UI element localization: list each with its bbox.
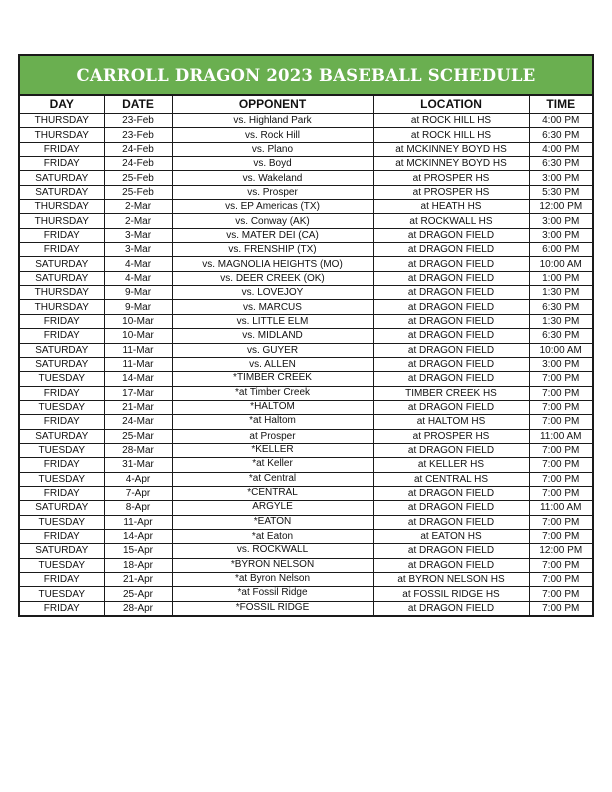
table-row (20, 300, 592, 314)
table-row (20, 415, 592, 429)
cell-opponent: vs. LOVEJOY (172, 286, 373, 300)
cell-opponent: vs. EP Americas (TX) (172, 200, 373, 214)
cell-day: FRIDAY (20, 486, 104, 500)
cell-date: 10-Mar (104, 329, 172, 343)
cell-opponent: vs. Boyd (172, 157, 373, 171)
cell-time: 6:30 PM (529, 157, 592, 171)
cell-day: THURSDAY (20, 200, 104, 214)
table-row (20, 128, 592, 142)
cell-opponent: vs. DEER CREEK (OK) (172, 271, 373, 285)
cell-opponent: *at Eaton (172, 529, 373, 543)
cell-day: FRIDAY (20, 415, 104, 429)
cell-time: 5:30 PM (529, 185, 592, 199)
cell-date: 4-Mar (104, 257, 172, 271)
cell-location: at DRAGON FIELD (373, 544, 529, 558)
cell-day: TUESDAY (20, 515, 104, 529)
cell-time: 4:00 PM (529, 142, 592, 156)
cell-opponent: *BYRON NELSON (172, 558, 373, 572)
cell-location: TIMBER CREEK HS (373, 386, 529, 400)
cell-location: at MCKINNEY BOYD HS (373, 142, 529, 156)
cell-day: SATURDAY (20, 185, 104, 199)
schedule-body (20, 114, 592, 616)
cell-time: 10:00 AM (529, 343, 592, 357)
table-row (20, 501, 592, 515)
cell-day: TUESDAY (20, 400, 104, 414)
cell-location: at DRAGON FIELD (373, 257, 529, 271)
cell-day: TUESDAY (20, 372, 104, 386)
cell-opponent: *KELLER (172, 443, 373, 457)
table-row (20, 214, 592, 228)
cell-day: SATURDAY (20, 343, 104, 357)
cell-date: 14-Mar (104, 372, 172, 386)
cell-day: THURSDAY (20, 128, 104, 142)
cell-date: 23-Feb (104, 128, 172, 142)
column-header-day: DAY (20, 96, 104, 114)
cell-date: 18-Apr (104, 558, 172, 572)
cell-time: 6:30 PM (529, 128, 592, 142)
cell-opponent: vs. MATER DEI (CA) (172, 228, 373, 242)
cell-location: at PROSPER HS (373, 429, 529, 443)
cell-time: 7:00 PM (529, 515, 592, 529)
cell-date: 24-Feb (104, 142, 172, 156)
cell-location: at DRAGON FIELD (373, 501, 529, 515)
cell-date: 2-Mar (104, 214, 172, 228)
table-row (20, 372, 592, 386)
schedule-table (20, 96, 592, 615)
cell-location: at DRAGON FIELD (373, 558, 529, 572)
cell-day: SATURDAY (20, 501, 104, 515)
cell-opponent: vs. Plano (172, 142, 373, 156)
table-row (20, 329, 592, 343)
cell-day: FRIDAY (20, 458, 104, 472)
cell-date: 8-Apr (104, 501, 172, 515)
cell-location: at DRAGON FIELD (373, 343, 529, 357)
cell-date: 28-Apr (104, 601, 172, 615)
table-row (20, 200, 592, 214)
cell-day: SATURDAY (20, 357, 104, 371)
cell-location: at HALTOM HS (373, 415, 529, 429)
cell-day: FRIDAY (20, 228, 104, 242)
cell-day: THURSDAY (20, 114, 104, 128)
cell-date: 4-Apr (104, 472, 172, 486)
cell-time: 3:00 PM (529, 228, 592, 242)
cell-location: at DRAGON FIELD (373, 601, 529, 615)
table-row (20, 400, 592, 414)
cell-time: 7:00 PM (529, 573, 592, 587)
column-header-opponent: OPPONENT (172, 96, 373, 114)
cell-opponent: *FOSSIL RIDGE (172, 601, 373, 615)
cell-date: 4-Mar (104, 271, 172, 285)
cell-opponent: vs. MAGNOLIA HEIGHTS (MO) (172, 257, 373, 271)
cell-time: 11:00 AM (529, 501, 592, 515)
cell-location: at FOSSIL RIDGE HS (373, 587, 529, 601)
cell-opponent: *HALTOM (172, 400, 373, 414)
cell-day: TUESDAY (20, 443, 104, 457)
cell-location: at ROCK HILL HS (373, 128, 529, 142)
table-row (20, 386, 592, 400)
cell-date: 28-Mar (104, 443, 172, 457)
schedule-sheet (18, 54, 594, 617)
column-header-location: LOCATION (373, 96, 529, 114)
cell-day: SATURDAY (20, 171, 104, 185)
cell-time: 7:00 PM (529, 458, 592, 472)
cell-opponent: vs. FRENSHIP (TX) (172, 243, 373, 257)
cell-location: at DRAGON FIELD (373, 372, 529, 386)
cell-location: at DRAGON FIELD (373, 329, 529, 343)
cell-date: 9-Mar (104, 300, 172, 314)
cell-date: 25-Apr (104, 587, 172, 601)
cell-time: 7:00 PM (529, 386, 592, 400)
cell-location: at PROSPER HS (373, 185, 529, 199)
cell-location: at ROCK HILL HS (373, 114, 529, 128)
cell-date: 9-Mar (104, 286, 172, 300)
cell-time: 4:00 PM (529, 114, 592, 128)
cell-opponent: *at Timber Creek (172, 386, 373, 400)
cell-day: FRIDAY (20, 601, 104, 615)
table-row (20, 573, 592, 587)
table-row (20, 486, 592, 500)
cell-day: FRIDAY (20, 529, 104, 543)
schedule-title: CARROLL DRAGON 2023 BASEBALL SCHEDULE (76, 65, 536, 85)
cell-location: at DRAGON FIELD (373, 228, 529, 242)
cell-date: 17-Mar (104, 386, 172, 400)
cell-day: TUESDAY (20, 587, 104, 601)
table-row (20, 343, 592, 357)
cell-day: FRIDAY (20, 386, 104, 400)
cell-time: 7:00 PM (529, 601, 592, 615)
cell-day: THURSDAY (20, 214, 104, 228)
cell-date: 11-Mar (104, 343, 172, 357)
table-row (20, 142, 592, 156)
cell-date: 25-Feb (104, 171, 172, 185)
cell-day: THURSDAY (20, 300, 104, 314)
cell-opponent: *at Fossil Ridge (172, 587, 373, 601)
table-row (20, 185, 592, 199)
cell-time: 12:00 PM (529, 544, 592, 558)
table-row (20, 558, 592, 572)
table-row (20, 458, 592, 472)
cell-location: at DRAGON FIELD (373, 515, 529, 529)
cell-time: 6:30 PM (529, 329, 592, 343)
column-header-time: TIME (529, 96, 592, 114)
cell-location: at DRAGON FIELD (373, 486, 529, 500)
table-row (20, 286, 592, 300)
cell-location: at DRAGON FIELD (373, 243, 529, 257)
cell-time: 7:00 PM (529, 486, 592, 500)
cell-opponent: vs. GUYER (172, 343, 373, 357)
cell-date: 14-Apr (104, 529, 172, 543)
cell-date: 3-Mar (104, 243, 172, 257)
table-row (20, 443, 592, 457)
table-row (20, 114, 592, 128)
cell-opponent: *at Central (172, 472, 373, 486)
cell-opponent: *at Haltom (172, 415, 373, 429)
cell-time: 10:00 AM (529, 257, 592, 271)
cell-day: SATURDAY (20, 429, 104, 443)
cell-time: 1:00 PM (529, 271, 592, 285)
table-row (20, 157, 592, 171)
cell-day: SATURDAY (20, 544, 104, 558)
cell-date: 25-Mar (104, 429, 172, 443)
cell-location: at DRAGON FIELD (373, 400, 529, 414)
title-bar (20, 56, 592, 96)
cell-time: 7:00 PM (529, 400, 592, 414)
header-row (20, 96, 592, 114)
cell-day: THURSDAY (20, 286, 104, 300)
cell-opponent: at Prosper (172, 429, 373, 443)
cell-location: at MCKINNEY BOYD HS (373, 157, 529, 171)
cell-day: SATURDAY (20, 257, 104, 271)
cell-location: at EATON HS (373, 529, 529, 543)
cell-opponent: vs. Conway (AK) (172, 214, 373, 228)
cell-time: 7:00 PM (529, 587, 592, 601)
cell-time: 7:00 PM (529, 372, 592, 386)
table-row (20, 357, 592, 371)
cell-opponent: *at Keller (172, 458, 373, 472)
cell-day: FRIDAY (20, 142, 104, 156)
cell-day: SATURDAY (20, 271, 104, 285)
cell-time: 12:00 PM (529, 200, 592, 214)
cell-opponent: vs. MARCUS (172, 300, 373, 314)
cell-date: 2-Mar (104, 200, 172, 214)
cell-location: at DRAGON FIELD (373, 271, 529, 285)
table-row (20, 601, 592, 615)
cell-date: 11-Apr (104, 515, 172, 529)
table-row (20, 472, 592, 486)
cell-opponent: vs. LITTLE ELM (172, 314, 373, 328)
cell-location: at DRAGON FIELD (373, 300, 529, 314)
cell-date: 21-Apr (104, 573, 172, 587)
table-row (20, 529, 592, 543)
cell-opponent: *at Byron Nelson (172, 573, 373, 587)
cell-location: at HEATH HS (373, 200, 529, 214)
cell-time: 7:00 PM (529, 529, 592, 543)
cell-opponent: vs. Rock Hill (172, 128, 373, 142)
cell-date: 15-Apr (104, 544, 172, 558)
cell-location: at DRAGON FIELD (373, 357, 529, 371)
cell-time: 6:00 PM (529, 243, 592, 257)
table-row (20, 429, 592, 443)
cell-location: at BYRON NELSON HS (373, 573, 529, 587)
cell-opponent: vs. Highland Park (172, 114, 373, 128)
cell-time: 6:30 PM (529, 300, 592, 314)
cell-time: 3:00 PM (529, 357, 592, 371)
column-header-date: DATE (104, 96, 172, 114)
cell-location: at ROCKWALL HS (373, 214, 529, 228)
cell-location: at KELLER HS (373, 458, 529, 472)
cell-day: FRIDAY (20, 314, 104, 328)
table-row (20, 257, 592, 271)
cell-time: 7:00 PM (529, 558, 592, 572)
cell-time: 1:30 PM (529, 314, 592, 328)
cell-location: at CENTRAL HS (373, 472, 529, 486)
cell-day: FRIDAY (20, 573, 104, 587)
cell-location: at DRAGON FIELD (373, 443, 529, 457)
cell-time: 7:00 PM (529, 415, 592, 429)
table-row (20, 587, 592, 601)
cell-date: 10-Mar (104, 314, 172, 328)
cell-date: 25-Feb (104, 185, 172, 199)
cell-location: at DRAGON FIELD (373, 286, 529, 300)
cell-date: 3-Mar (104, 228, 172, 242)
cell-opponent: ARGYLE (172, 501, 373, 515)
cell-opponent: vs. MIDLAND (172, 329, 373, 343)
cell-date: 7-Apr (104, 486, 172, 500)
cell-date: 24-Feb (104, 157, 172, 171)
cell-date: 23-Feb (104, 114, 172, 128)
cell-location: at DRAGON FIELD (373, 314, 529, 328)
cell-opponent: *CENTRAL (172, 486, 373, 500)
cell-day: TUESDAY (20, 558, 104, 572)
table-row (20, 271, 592, 285)
cell-time: 3:00 PM (529, 214, 592, 228)
table-row (20, 314, 592, 328)
cell-date: 24-Mar (104, 415, 172, 429)
table-row (20, 243, 592, 257)
cell-opponent: vs. Wakeland (172, 171, 373, 185)
cell-opponent: *TIMBER CREEK (172, 372, 373, 386)
table-row (20, 228, 592, 242)
cell-time: 1:30 PM (529, 286, 592, 300)
cell-time: 11:00 AM (529, 429, 592, 443)
cell-location: at PROSPER HS (373, 171, 529, 185)
table-row (20, 171, 592, 185)
cell-day: FRIDAY (20, 329, 104, 343)
cell-time: 3:00 PM (529, 171, 592, 185)
cell-day: FRIDAY (20, 157, 104, 171)
cell-opponent: vs. Prosper (172, 185, 373, 199)
table-row (20, 544, 592, 558)
cell-time: 7:00 PM (529, 443, 592, 457)
cell-opponent: vs. ROCKWALL (172, 544, 373, 558)
cell-opponent: vs. ALLEN (172, 357, 373, 371)
table-row (20, 515, 592, 529)
cell-date: 11-Mar (104, 357, 172, 371)
cell-opponent: *EATON (172, 515, 373, 529)
cell-time: 7:00 PM (529, 472, 592, 486)
cell-date: 31-Mar (104, 458, 172, 472)
cell-day: TUESDAY (20, 472, 104, 486)
cell-day: FRIDAY (20, 243, 104, 257)
cell-date: 21-Mar (104, 400, 172, 414)
